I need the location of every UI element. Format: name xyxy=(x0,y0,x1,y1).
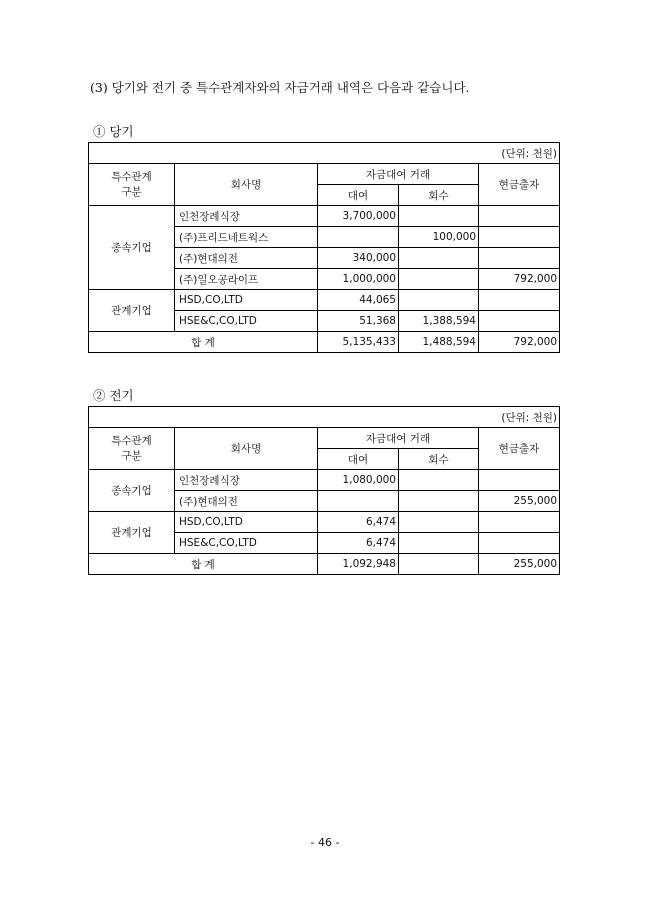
header-category: 특수관계 구분 xyxy=(89,428,175,470)
total-label: 합 계 xyxy=(89,554,318,575)
cash-investment-cell xyxy=(479,206,560,227)
collection-cell xyxy=(399,470,479,491)
total-row xyxy=(89,332,560,353)
prior-period-table xyxy=(88,406,560,575)
loan-cell: 51,368 xyxy=(318,311,399,332)
cash-investment-cell xyxy=(479,227,560,248)
total-label: 합 계 xyxy=(89,332,318,353)
collection-cell xyxy=(399,248,479,269)
category-cell: 종속기업 xyxy=(89,206,175,290)
collection-cell xyxy=(399,269,479,290)
collection-cell xyxy=(399,491,479,512)
cash-investment-cell xyxy=(479,290,560,311)
cash-investment-cell xyxy=(479,533,560,554)
header-company: 회사명 xyxy=(175,428,318,470)
header-cash-investment: 현금출자 xyxy=(479,428,560,470)
header-row xyxy=(89,164,560,185)
loan-cell: 6,474 xyxy=(318,512,399,533)
company-cell: (주)프리드네트웍스 xyxy=(175,227,318,248)
company-cell: 인천장례식장 xyxy=(175,206,318,227)
collection-cell: 1,388,594 xyxy=(399,311,479,332)
table-row xyxy=(89,470,560,491)
total-cash-investment: 792,000 xyxy=(479,332,560,353)
cash-investment-cell xyxy=(479,248,560,269)
loan-cell: 44,065 xyxy=(318,290,399,311)
total-loan: 5,135,433 xyxy=(318,332,399,353)
company-cell: HSD,CO,LTD xyxy=(175,290,318,311)
table-row xyxy=(89,206,560,227)
total-cash-investment: 255,000 xyxy=(479,554,560,575)
collection-cell xyxy=(399,290,479,311)
collection-cell xyxy=(399,206,479,227)
header-loan-transactions: 자금대여 거래 xyxy=(318,164,479,185)
category-cell: 관계기업 xyxy=(89,512,175,554)
header-loan: 대여 xyxy=(318,449,399,470)
cash-investment-cell xyxy=(479,470,560,491)
loan-cell: 1,000,000 xyxy=(318,269,399,290)
unit-label: (단위: 천원) xyxy=(89,407,560,428)
table-row xyxy=(89,290,560,311)
cash-investment-cell: 255,000 xyxy=(479,491,560,512)
loan-cell: 3,700,000 xyxy=(318,206,399,227)
unit-label: (단위: 천원) xyxy=(89,143,560,164)
loan-cell xyxy=(318,227,399,248)
collection-cell xyxy=(399,533,479,554)
current-period-table xyxy=(88,142,560,353)
table-row xyxy=(89,512,560,533)
loan-cell: 340,000 xyxy=(318,248,399,269)
total-row xyxy=(89,554,560,575)
header-collection: 회수 xyxy=(399,185,479,206)
total-collection xyxy=(399,554,479,575)
total-collection: 1,488,594 xyxy=(399,332,479,353)
prior-period-title: ② 전기 xyxy=(93,388,134,403)
unit-row xyxy=(89,407,560,428)
category-cell: 관계기업 xyxy=(89,290,175,332)
loan-cell xyxy=(318,491,399,512)
company-cell: HSE&C,CO,LTD xyxy=(175,533,318,554)
header-cash-investment: 현금출자 xyxy=(479,164,560,206)
header-collection: 회수 xyxy=(399,449,479,470)
category-cell: 종속기업 xyxy=(89,470,175,512)
header-company: 회사명 xyxy=(175,164,318,206)
cash-investment-cell: 792,000 xyxy=(479,269,560,290)
company-cell: HSD,CO,LTD xyxy=(175,512,318,533)
collection-cell: 100,000 xyxy=(399,227,479,248)
company-cell: (주)현대의전 xyxy=(175,491,318,512)
loan-cell: 1,080,000 xyxy=(318,470,399,491)
loan-cell: 6,474 xyxy=(318,533,399,554)
page-number: - 46 - xyxy=(310,836,340,849)
unit-row xyxy=(89,143,560,164)
header-loan-transactions: 자금대여 거래 xyxy=(318,428,479,449)
intro-text: (3) 당기와 전기 중 특수관계자와의 자금거래 내역은 다음과 같습니다. xyxy=(90,80,470,95)
company-cell: 인천장례식장 xyxy=(175,470,318,491)
collection-cell xyxy=(399,512,479,533)
total-loan: 1,092,948 xyxy=(318,554,399,575)
current-period-title: ① 당기 xyxy=(93,124,134,139)
header-category: 특수관계 구분 xyxy=(89,164,175,206)
header-row xyxy=(89,428,560,449)
cash-investment-cell xyxy=(479,311,560,332)
header-loan: 대여 xyxy=(318,185,399,206)
cash-investment-cell xyxy=(479,512,560,533)
company-cell: (주)일오공라이프 xyxy=(175,269,318,290)
company-cell: (주)현대의전 xyxy=(175,248,318,269)
company-cell: HSE&C,CO,LTD xyxy=(175,311,318,332)
